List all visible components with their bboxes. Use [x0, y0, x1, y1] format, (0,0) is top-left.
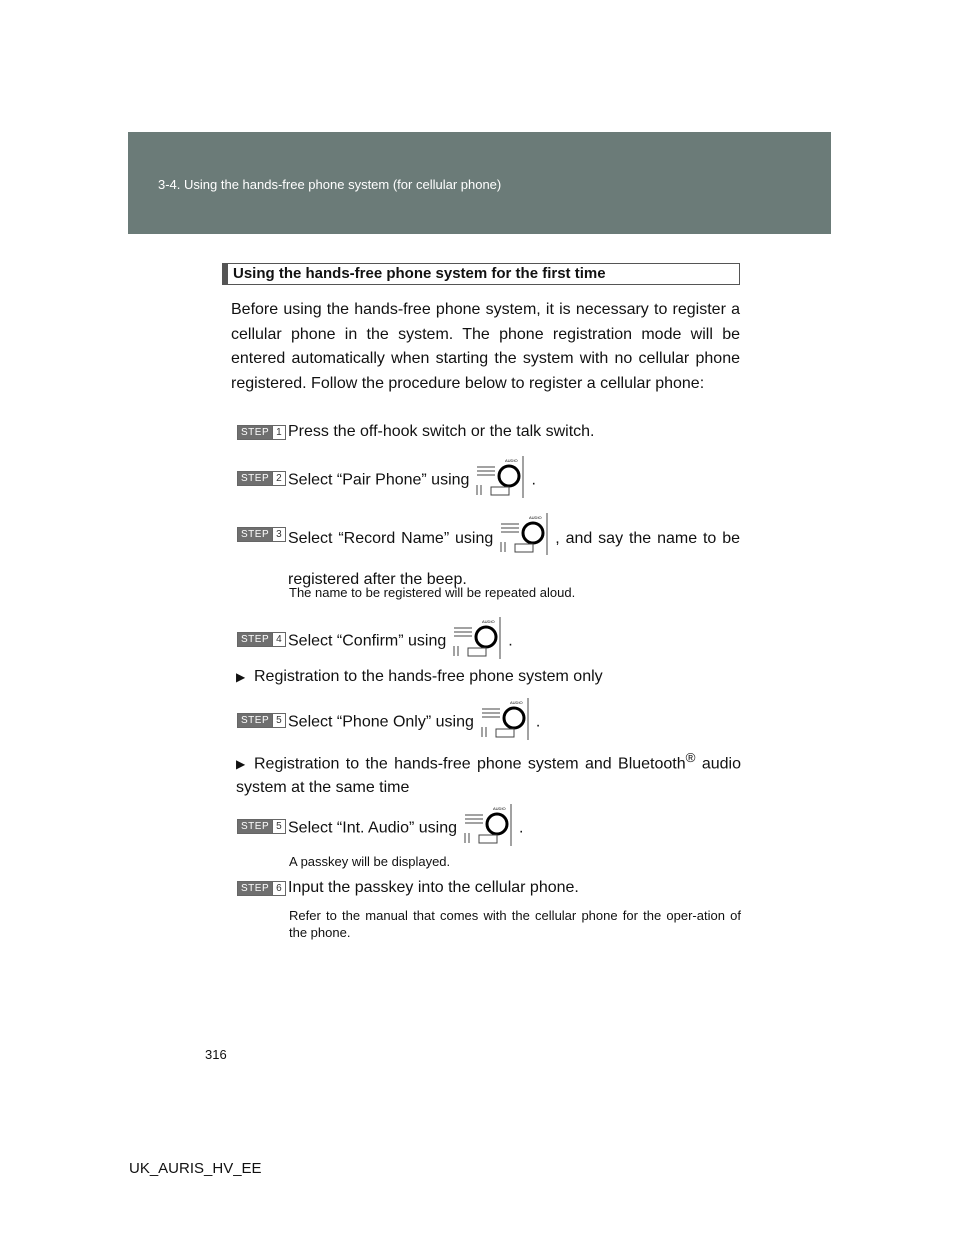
step-3-text: Select “Record Name” using AUDIO , and say the name to be registered after the beep.: [288, 512, 740, 594]
svg-text:AUDIO: AUDIO: [509, 700, 523, 705]
document-code: UK_AURIS_HV_EE: [129, 1160, 262, 1177]
tune-select-knob-icon: [463, 803, 513, 854]
step-badge: STEP 5: [237, 819, 286, 834]
step-badge: STEP 6: [237, 881, 286, 896]
step-6-note: Refer to the manual that comes with the cellular phone for the oper-ation of the phone.: [289, 908, 741, 940]
tune-select-knob-icon: [499, 512, 549, 566]
step-badge: STEP 3: [237, 527, 286, 542]
tune-select-knob-icon: [452, 616, 502, 667]
svg-text:AUDIO: AUDIO: [505, 458, 519, 463]
step-1-text: Press the off-hook switch or the talk switch.: [288, 423, 595, 440]
header-band: [128, 132, 831, 234]
tune-select-knob-icon: [480, 697, 530, 748]
step-4-text: Select “Confirm” using AUDIO .: [288, 616, 513, 667]
intro-paragraph: Before using the hands-free phone system, it is necessary to register a cellular phone in the system. The phone registration mode will be entered automatically when starting the system with no cellular phone registered. Follow the procedure below to register a cellular phone:: [231, 301, 740, 392]
option-heading: ▶ Registration to the hands-free phone system and Bluetooth® audio system at the same time: [236, 750, 742, 797]
section-title: Using the hands-free phone system for the first time: [222, 263, 740, 285]
step-3-note: The name to be registered will be repeated aloud.: [289, 585, 576, 600]
step-badge: STEP 2: [237, 471, 286, 486]
step-badge: STEP 1: [237, 425, 286, 440]
triangle-right-icon: ▶: [236, 670, 246, 684]
step-badge: STEP 5: [237, 713, 286, 728]
svg-text:AUDIO: AUDIO: [492, 806, 506, 811]
step-badge: STEP 4: [237, 632, 286, 647]
section-header: 3-4. Using the hands-free phone system (for cellular phone): [158, 177, 502, 192]
step-6-text: Input the passkey into the cellular phone.: [288, 879, 579, 896]
option-heading: ▶ Registration to the hands-free phone system only: [236, 665, 603, 689]
tune-select-knob-icon: [475, 455, 525, 506]
svg-text:AUDIO: AUDIO: [529, 515, 542, 520]
triangle-right-icon: ▶: [236, 757, 246, 772]
page-number: 316: [205, 1047, 227, 1062]
step-5-int-audio-text: Select “Int. Audio” using AUDIO .: [288, 803, 523, 854]
step-5-note: A passkey will be displayed.: [289, 854, 451, 869]
step-2-text: Select “Pair Phone” using AUDIO .: [288, 455, 536, 506]
svg-text:AUDIO: AUDIO: [482, 619, 495, 624]
step-5-phone-only-text: Select “Phone Only” using AUDIO .: [288, 697, 540, 748]
